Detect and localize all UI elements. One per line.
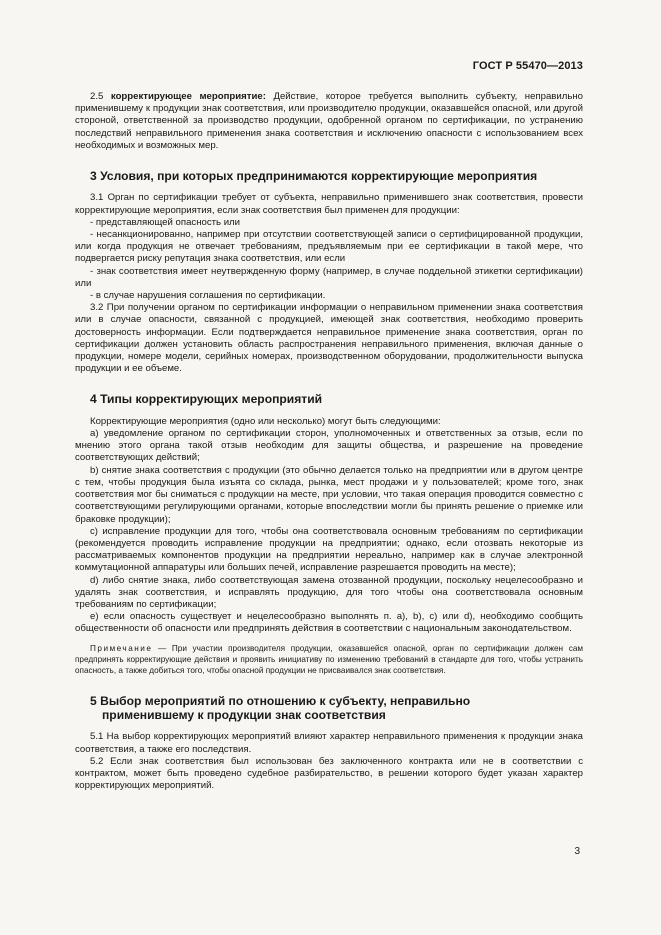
clause-5-1: 5.1 На выбор корректирующих мероприятий влияют характер неправильного применения к продукции знака соответствия, а также его последствия. xyxy=(75,731,583,755)
clause-2-5 xyxy=(75,91,583,152)
note-label: Примечание xyxy=(90,643,153,653)
list-item: - несанкционированно, например при отсутствии соответствующей записи о сертифицированной продукции, или когда продукция не отвечает требованиям, предъявляемым при ее сертификации в такой мере, что подвергается риску репутация знака соответствия, или если xyxy=(75,229,583,265)
list-item-b: b) снятие знака соответствия с продукции (это обычно делается только на предприятии или в другом центре с тем, чтобы продукция была изъята со склада, рынка, мест продажи и у пользователей; кроме того, знак соответствия мог бы сниматься с продукции на месте, при условии, что такая операция проводится совместно с соответствующими регулирующими органами, которые впоследствии могли бы принять решение о приемке или браковке продукции); xyxy=(75,464,583,525)
page-number: 3 xyxy=(574,846,580,857)
clause-number: 2.5 xyxy=(90,91,111,102)
defined-term: корректирующее мероприятие: xyxy=(110,91,266,102)
standard-header: ГОСТ Р 55470—2013 xyxy=(472,60,583,72)
list-item-d: d) либо снятие знака, либо соответствующая замена отозванной продукции, поскольку нецелесообразно и удалять знак соответствия, и исправлять продукцию, для того чтобы она соответствовала основным требованиям по сертификации; xyxy=(75,574,583,610)
clause-5-2: 5.2 Если знак соответствия был использован без заключенного контракта или не в соответствии с контрактом, может быть проведено судебное разбирательство, в решении которого будет указан характер корректирующих мероприятий. xyxy=(75,755,583,792)
clause-3-2: 3.2 При получении органом по сертификации информации о неправильном применении знака соответствия или в случае опасности, связанной с продукцией, имеющей знак соответствия, необходимо проверить достоверность информации. Если подтверждается неправильное применение знака соответствия, орган по сертификации должен установить область распространения неправильного применения, включая данные о продукции, номере модели, серийных номерах, производственном оборудовании, продолжительности выпуска продукции и ее объеме. xyxy=(75,302,583,375)
list-item: - в случае нарушения соглашения по сертификации. xyxy=(90,290,326,302)
list-item: - представляющей опасность или xyxy=(90,216,241,228)
clause-3-1: 3.1 Орган по сертификации требует от субъекта, неправильно применившего знак соответствия, провести корректирующие мероприятия, если знак соответствия был применен для продукции: xyxy=(75,192,583,216)
document-body xyxy=(75,91,583,792)
clause-text: Действие, которое требуется выполнить субъекту, неправильно применившему к продукции знак соответствия, или производителю продукции, оказавшейся опасной, или другой стороной, ответственной за производство продукции, одобренной органом по сертификации, по устранению последствий неправильного применения знака соответствия и исключению опасности с использованием всех необходимых и возможных мер. xyxy=(75,91,583,151)
note-text: — При участии производителя продукции, оказавшейся опасной, орган по сертификации должен сам предпринять корректирующие действия и проявить инициативу по изменению требований в стандарте для того, чтобы устранить опасность, а также добиться того, чтобы опасной продукции не присваивался знак соответствия. xyxy=(75,643,583,675)
list-item-e: е) если опасность существует и нецелесообразно выполнять п. а), b), c) или d), необходимо сообщить общественности об опасности или предпринять действия в соответствии с национальным законодательством. xyxy=(75,611,583,635)
section-5-heading-line1: 5 Выбор мероприятий по отношению к субъекту, неправильно xyxy=(90,693,471,708)
section-5-heading-line2: применившему к продукции знак соответствия xyxy=(102,707,386,722)
list-item-a: а) уведомление органом по сертификации сторон, уполномоченных и ответственных за отзыв, если по мнению этого органа такой отзыв необходим для защиты общества, и разрешение на проведение соответствующих действий; xyxy=(75,428,583,464)
section-4-intro: Корректирующие мероприятия (одно или несколько) могут быть следующими: xyxy=(90,415,441,427)
section-4-heading: 4 Типы корректирующих мероприятий xyxy=(90,392,323,407)
note xyxy=(75,643,583,676)
section-5-heading xyxy=(75,694,583,723)
section-3-heading: 3 Условия, при которых предпринимаются корректирующие мероприятия xyxy=(90,169,538,184)
list-item-c: c) исправление продукции для того, чтобы она соответствовала основным требованиям по сертификации (рекомендуется проводить исправление продукции на предприятии; однако, если отозвать некоторые из рассматриваемых компонентов продукции на предприятии нереально, например как в случае электронной коммутационной аппаратуры или больших печей, исправление разрешается проводить на месте); xyxy=(75,525,583,574)
list-item: - знак соответствия имеет неутвержденную форму (например, в случае поддельной этикетки сертификации) или xyxy=(75,265,583,289)
